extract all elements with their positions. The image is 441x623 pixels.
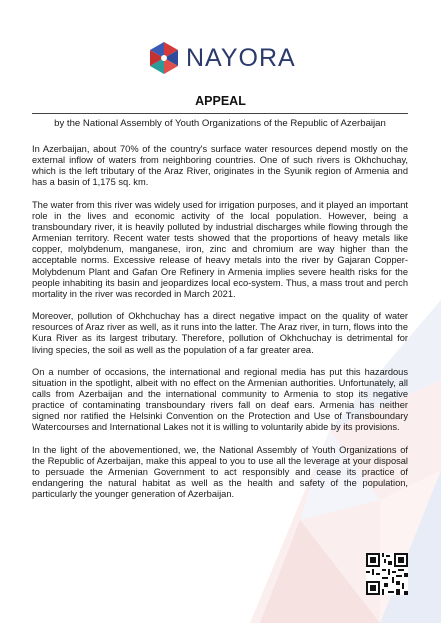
brand-header	[146, 40, 296, 76]
brand-name: NAYORA	[186, 44, 296, 72]
title-divider	[32, 113, 408, 114]
paragraph: In the light of the abovementioned, we, the National Assembly of Youth Organizations of the Republic of Azerbaijan, make this appeal to you to use all the leverage at your disposal to persuade the Armenian Government to act responsibly and cease its practice of endangering the natural habitat as well as the health and safety of the population, particularly the younger generation of Azerbaijan.	[32, 444, 408, 500]
document-subtitle: by the National Assembly of Youth Organizations of the Republic of Azerbaijan	[54, 118, 386, 129]
nayora-logo-icon	[146, 40, 182, 76]
paragraph: On a number of occasions, the international and regional media has put this hazardous situation in the spotlight, albeit with no effect on the Armenian authorities. Unfortunately, all calls from Azerbaijan and the international community to Armenia to stop its negative practice of contaminating transboundary rivers fall on deaf ears. Armenia has neither signed nor ratified the Helsinki Convention on the Protection and Use of Transboundary Watercourses and International Lakes not it is willing to voluntarily abide by its provisions.	[32, 366, 408, 433]
paragraph: In Azerbaijan, about 70% of the country's surface water resources depend mostly on the external inflow of waters from neighboring countries. One of such rivers is Okhchuchay, which is the left tributary of the Araz River, originates in the Syunik region of Armenia and has a basin of 1,175 sq. km.	[32, 144, 408, 188]
paragraph: The water from this river was widely used for irrigation purposes, and it played an important role in the lives and economic activity of the local population. However, being a transboundary river, it is heavily polluted by industrial discharges while flowing through the Armenian territory. Recent water tests showed that the proportions of heavy metals like copper, molybdenum, manganese, iron, zinc and chromium are way higher than the acceptable norms. Excessive release of heavy metals into the river by Gajaran Copper-Molybdenum Plant and Gafan Ore Refinery in Armenia implies severe health risks for the people inhabiting its basin and jeopardizes local eco-system. Thus, a mass trout and perch mortality in the river was recorded in March 2021.	[32, 199, 408, 299]
paragraph: Moreover, pollution of Okhchuchay has a direct negative impact on the quality of water resources of Araz river as well, as it runs into the latter. The Araz river, in turn, flows into the Kura River as its largest tributary. Therefore, pollution of Okhchuchay is detrimental for living species, the soil as well as the population of a far greater area.	[32, 311, 408, 355]
page-title: APPEAL	[195, 94, 246, 108]
qr-code-icon[interactable]	[366, 553, 408, 595]
document-body	[32, 144, 408, 511]
